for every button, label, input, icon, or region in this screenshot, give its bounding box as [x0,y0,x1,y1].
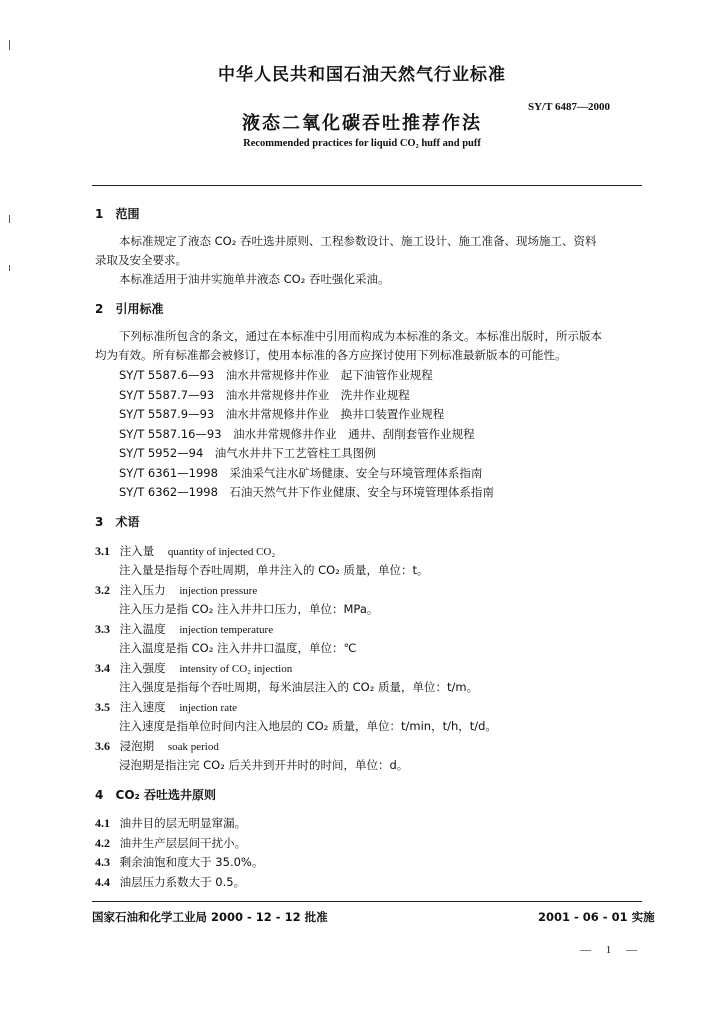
section-1-para-2: 本标准适用于油井实施单井液态 CO₂ 吞吐强化采油。 [119,272,390,286]
term-heading [95,699,237,715]
criteria-item [95,854,263,870]
section-2-intro-line-1: 下列标准所包含的条文，通过在本标准中引用而构成为本标准的条文。本标准出版时，所示版本 [119,329,602,343]
term-heading [95,543,275,559]
scan-mark [9,265,10,271]
term-en: quantity of injected CO₂ [167,546,276,558]
section-title: 范围 [115,207,140,221]
effective-date: 2001 - 06 - 01 实施 [538,910,655,924]
term-number: 3.4 [95,661,110,675]
section-2-intro-line-2: 均为有效。所有标准都会被修订，使用本标准的各方应探讨使用下列标准最新版本的可能性。 [95,348,567,362]
page-number: — 1 — [580,944,643,956]
term-en: injection temperature [179,624,274,636]
scan-mark [9,215,10,223]
document-title-en: Recommended practices for liquid CO₂ huff and puff [243,138,481,149]
reference-item: SY/T 6361—1998 采油采气注水矿场健康、安全与环境管理体系指南 [119,466,483,480]
term-zh: 注入量 [119,544,155,558]
document-title-zh: 液态二氧化碳吞吐推荐作法 [242,113,482,134]
item-number: 4.3 [95,855,110,869]
term-definition: 注入速度是指单位时间内注入地层的 CO₂ 质量，单位：t/min，t/h，t/d。 [119,719,497,733]
reference-item: SY/T 5587.6—93 油水井常规修井作业 起下油管作业规程 [119,368,433,382]
term-number: 3.3 [95,622,110,636]
term-definition: 注入压力是指 CO₂ 注入井井口压力，单位：MPa。 [119,602,379,616]
term-heading [95,738,219,754]
item-number: 4.4 [95,875,110,889]
term-number: 3.1 [95,544,110,558]
section-1-heading [95,205,140,222]
item-text: 油井目的层无明显窜漏。 [119,816,247,830]
industry-standard-heading: 中华人民共和国石油天然气行业标准 [218,65,506,85]
section-2-heading [95,300,164,317]
item-text: 剩余油饱和度大于 35.0%。 [119,855,264,869]
term-definition: 注入温度是指 CO₂ 注入井井口温度，单位：℃ [119,641,357,655]
reference-item: SY/T 6362—1998 石油天然气井下作业健康、安全与环境管理体系指南 [119,485,494,499]
criteria-item [95,815,246,831]
term-heading [95,582,257,598]
term-zh: 注入压力 [119,583,166,597]
term-en: injection rate [179,702,238,714]
section-title: 术语 [115,515,140,529]
footer-divider [92,901,642,902]
section-1-para-1-line-1: 本标准规定了液态 CO₂ 吞吐选井原则、工程参数设计、施工设计、施工准备、现场施工、资料 [119,234,597,248]
term-definition: 注入强度是指每个吞吐周期，每米油层注入的 CO₂ 质量，单位：t/m。 [119,680,479,694]
term-definition: 注入量是指每个吞吐周期，单井注入的 CO₂ 质量，单位：t。 [119,563,429,577]
reference-item: SY/T 5587.7—93 油水井常规修井作业 洗井作业规程 [119,388,410,402]
section-title: 引用标准 [115,302,164,316]
reference-item: SY/T 5587.16—93 油水井常规修井作业 通井、刮削套管作业规程 [119,427,475,441]
term-number: 3.6 [95,739,110,753]
reference-item: SY/T 5587.9—93 油水井常规修井作业 换井口装置作业规程 [119,407,445,421]
term-en: intensity of CO₂ injection [179,663,293,675]
term-number: 3.5 [95,700,110,714]
item-number: 4.1 [95,816,110,830]
section-1-para-1-line-2: 录取及安全要求。 [95,253,187,267]
criteria-item [95,835,246,851]
term-number: 3.2 [95,583,110,597]
term-zh: 注入强度 [119,661,166,675]
section-number: 2 [95,302,104,316]
standard-code: SY/T 6487—2000 [528,101,611,113]
term-zh: 注入速度 [119,700,166,714]
term-zh: 注入温度 [119,622,166,636]
section-number: 4 [95,788,104,802]
section-3-heading [95,513,140,530]
term-heading [95,621,273,637]
item-text: 油井生产层层间干扰小。 [119,836,247,850]
section-title: CO₂ 吞吐选井原则 [115,788,216,802]
section-4-heading [95,786,216,803]
scan-mark [9,40,10,50]
term-definition: 浸泡期是指注完 CO₂ 后关井到开井时的时间，单位：d。 [119,758,409,772]
criteria-item [95,874,245,890]
term-zh: 浸泡期 [119,739,155,753]
term-en: soak period [167,741,219,753]
item-number: 4.2 [95,836,110,850]
approval-date: 国家石油和化学工业局 2000 - 12 - 12 批准 [92,910,328,924]
section-number: 1 [95,207,104,221]
section-number: 3 [95,515,104,529]
term-heading [95,660,292,676]
term-en: injection pressure [179,585,258,597]
item-text: 油层压力系数大于 0.5。 [119,875,246,889]
header-divider [92,185,642,186]
reference-item: SY/T 5952—94 油气水井井下工艺管柱工具图例 [119,446,376,460]
